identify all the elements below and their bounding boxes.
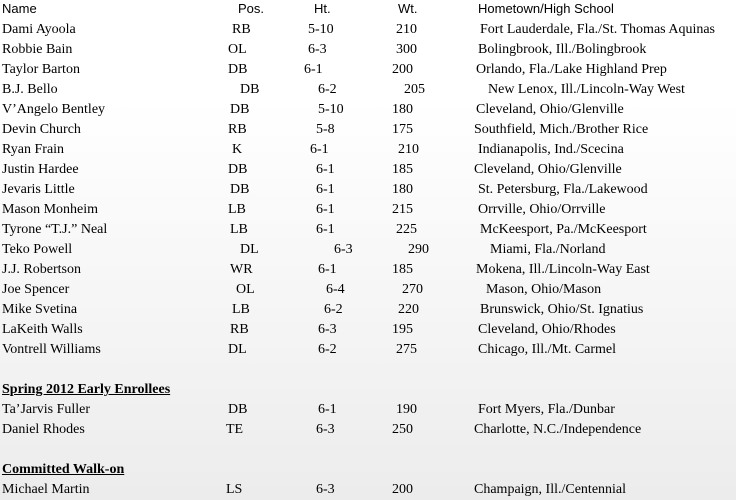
player-hometown: Chicago, Ill./Mt. Carmel (478, 342, 617, 357)
player-position: DB (230, 182, 250, 197)
player-position: RB (230, 322, 249, 337)
player-height: 6-1 (318, 262, 337, 277)
player-weight: 180 (392, 102, 413, 117)
player-position: DB (228, 62, 248, 77)
player-position: K (232, 142, 243, 157)
player-weight: 190 (396, 402, 417, 417)
header-height: Ht. (314, 1, 331, 16)
player-name: Robbie Bain (2, 42, 73, 57)
table-row (0, 480, 736, 500)
player-hometown: Champaign, Ill./Centennial (474, 482, 627, 497)
player-weight: 275 (396, 342, 417, 357)
player-height: 6-2 (318, 342, 337, 357)
table-row (0, 300, 736, 320)
player-weight: 300 (396, 42, 417, 57)
player-name: Vontrell Williams (2, 342, 101, 357)
table-row (0, 220, 736, 240)
player-weight: 195 (392, 322, 413, 337)
player-weight: 175 (392, 122, 413, 137)
table-row (0, 420, 736, 440)
player-weight: 185 (392, 162, 413, 177)
player-name: Dami Ayoola (2, 22, 76, 37)
player-height: 6-1 (316, 162, 335, 177)
player-weight: 210 (398, 142, 419, 157)
table-row (0, 160, 736, 180)
table-row (0, 260, 736, 280)
player-weight: 290 (408, 242, 429, 257)
player-hometown: Mason, Ohio/Mason (486, 282, 602, 297)
table-row (0, 280, 736, 300)
player-name: Joe Spencer (2, 282, 70, 297)
player-position: WR (230, 262, 253, 277)
player-hometown: Fort Lauderdale, Fla./St. Thomas Aquinas (480, 22, 715, 37)
player-name: Ta’Jarvis Fuller (2, 402, 91, 417)
player-hometown: Miami, Fla./Norland (490, 242, 606, 257)
table-row (0, 20, 736, 40)
section-title-walk-on: Committed Walk-on (2, 462, 125, 477)
player-position: TE (226, 422, 244, 437)
player-hometown: St. Petersburg, Fla./Lakewood (478, 182, 648, 197)
player-position: DB (228, 162, 248, 177)
player-height: 6-1 (318, 402, 337, 417)
player-hometown: Mokena, Ill./Lincoln-Way East (476, 262, 650, 277)
player-name: Tyrone “T.J.” Neal (2, 222, 108, 237)
player-name: B.J. Bello (2, 82, 58, 97)
table-row (0, 40, 736, 60)
player-position: DL (228, 342, 247, 357)
player-name: Mike Svetina (2, 302, 78, 317)
player-weight: 180 (392, 182, 413, 197)
player-name: Mason Monheim (2, 202, 99, 217)
player-position: OL (228, 42, 247, 57)
player-weight: 215 (392, 202, 413, 217)
player-weight: 225 (396, 222, 417, 237)
column-header-row (0, 2, 736, 16)
header-position: Pos. (238, 1, 265, 16)
table-row (0, 180, 736, 200)
player-name: Michael Martin (2, 482, 90, 497)
table-row (0, 240, 736, 260)
table-row (0, 320, 736, 340)
player-position: LB (230, 222, 248, 237)
player-hometown: Indianapolis, Ind./Scecina (478, 142, 624, 157)
header-hometown: Hometown/High School (478, 1, 614, 16)
player-height: 6-1 (316, 202, 335, 217)
player-position: LB (232, 302, 250, 317)
player-height: 5-10 (308, 22, 334, 37)
player-weight: 220 (398, 302, 419, 317)
table-row (0, 200, 736, 220)
player-name: LaKeith Walls (2, 322, 83, 337)
player-hometown: Cleveland, Ohio/Glenville (476, 102, 624, 117)
player-name: Ryan Frain (2, 142, 65, 157)
player-height: 5-8 (316, 122, 335, 137)
player-name: V’Angelo Bentley (2, 102, 106, 117)
player-weight: 210 (396, 22, 417, 37)
player-height: 6-4 (326, 282, 345, 297)
player-height: 6-1 (316, 182, 335, 197)
player-name: Teko Powell (2, 242, 73, 257)
table-row (0, 80, 736, 100)
table-row (0, 340, 736, 360)
player-hometown: Orrville, Ohio/Orrville (478, 202, 606, 217)
table-row (0, 100, 736, 120)
player-position: DB (240, 82, 260, 97)
player-hometown: Southfield, Mich./Brother Rice (474, 122, 649, 137)
player-weight: 200 (392, 482, 413, 497)
header-name: Name (2, 1, 37, 16)
table-row (0, 400, 736, 420)
player-name: J.J. Robertson (2, 262, 81, 277)
player-height: 6-3 (318, 322, 337, 337)
player-hometown: Fort Myers, Fla./Dunbar (478, 402, 615, 417)
player-position: OL (236, 282, 255, 297)
player-name: Jevaris Little (2, 182, 75, 197)
player-position: DB (230, 102, 250, 117)
player-height: 6-2 (318, 82, 337, 97)
player-name: Justin Hardee (2, 162, 79, 177)
player-position: DB (228, 402, 248, 417)
player-name: Daniel Rhodes (2, 422, 85, 437)
section-title-early-enrollees: Spring 2012 Early Enrollees (2, 382, 171, 397)
player-hometown: Bolingbrook, Ill./Bolingbrook (478, 42, 647, 57)
player-position: RB (232, 22, 251, 37)
player-hometown: Orlando, Fla./Lake Highland Prep (476, 62, 667, 77)
player-hometown: McKeesport, Pa./McKeesport (480, 222, 647, 237)
player-height: 6-1 (310, 142, 329, 157)
player-position: DL (240, 242, 259, 257)
player-height: 6-3 (316, 482, 335, 497)
player-height: 5-10 (318, 102, 344, 117)
player-position: LS (226, 482, 243, 497)
player-hometown: Charlotte, N.C./Independence (474, 422, 642, 437)
player-position: RB (228, 122, 247, 137)
player-hometown: Cleveland, Ohio/Glenville (474, 162, 622, 177)
player-weight: 185 (392, 262, 413, 277)
player-weight: 250 (392, 422, 413, 437)
player-position: LB (228, 202, 246, 217)
player-hometown: New Lenox, Ill./Lincoln-Way West (488, 82, 685, 97)
player-height: 6-1 (316, 222, 335, 237)
player-height: 6-3 (316, 422, 335, 437)
player-height: 6-3 (334, 242, 353, 257)
table-row (0, 140, 736, 160)
player-height: 6-2 (324, 302, 343, 317)
player-height: 6-1 (304, 62, 323, 77)
player-height: 6-3 (308, 42, 327, 57)
player-weight: 270 (402, 282, 423, 297)
player-weight: 200 (392, 62, 413, 77)
table-row (0, 120, 736, 140)
table-row (0, 60, 736, 80)
header-weight: Wt. (398, 1, 418, 16)
player-name: Taylor Barton (2, 62, 80, 77)
player-hometown: Cleveland, Ohio/Rhodes (478, 322, 616, 337)
player-weight: 205 (404, 82, 425, 97)
player-name: Devin Church (2, 122, 81, 137)
player-hometown: Brunswick, Ohio/St. Ignatius (480, 302, 644, 317)
